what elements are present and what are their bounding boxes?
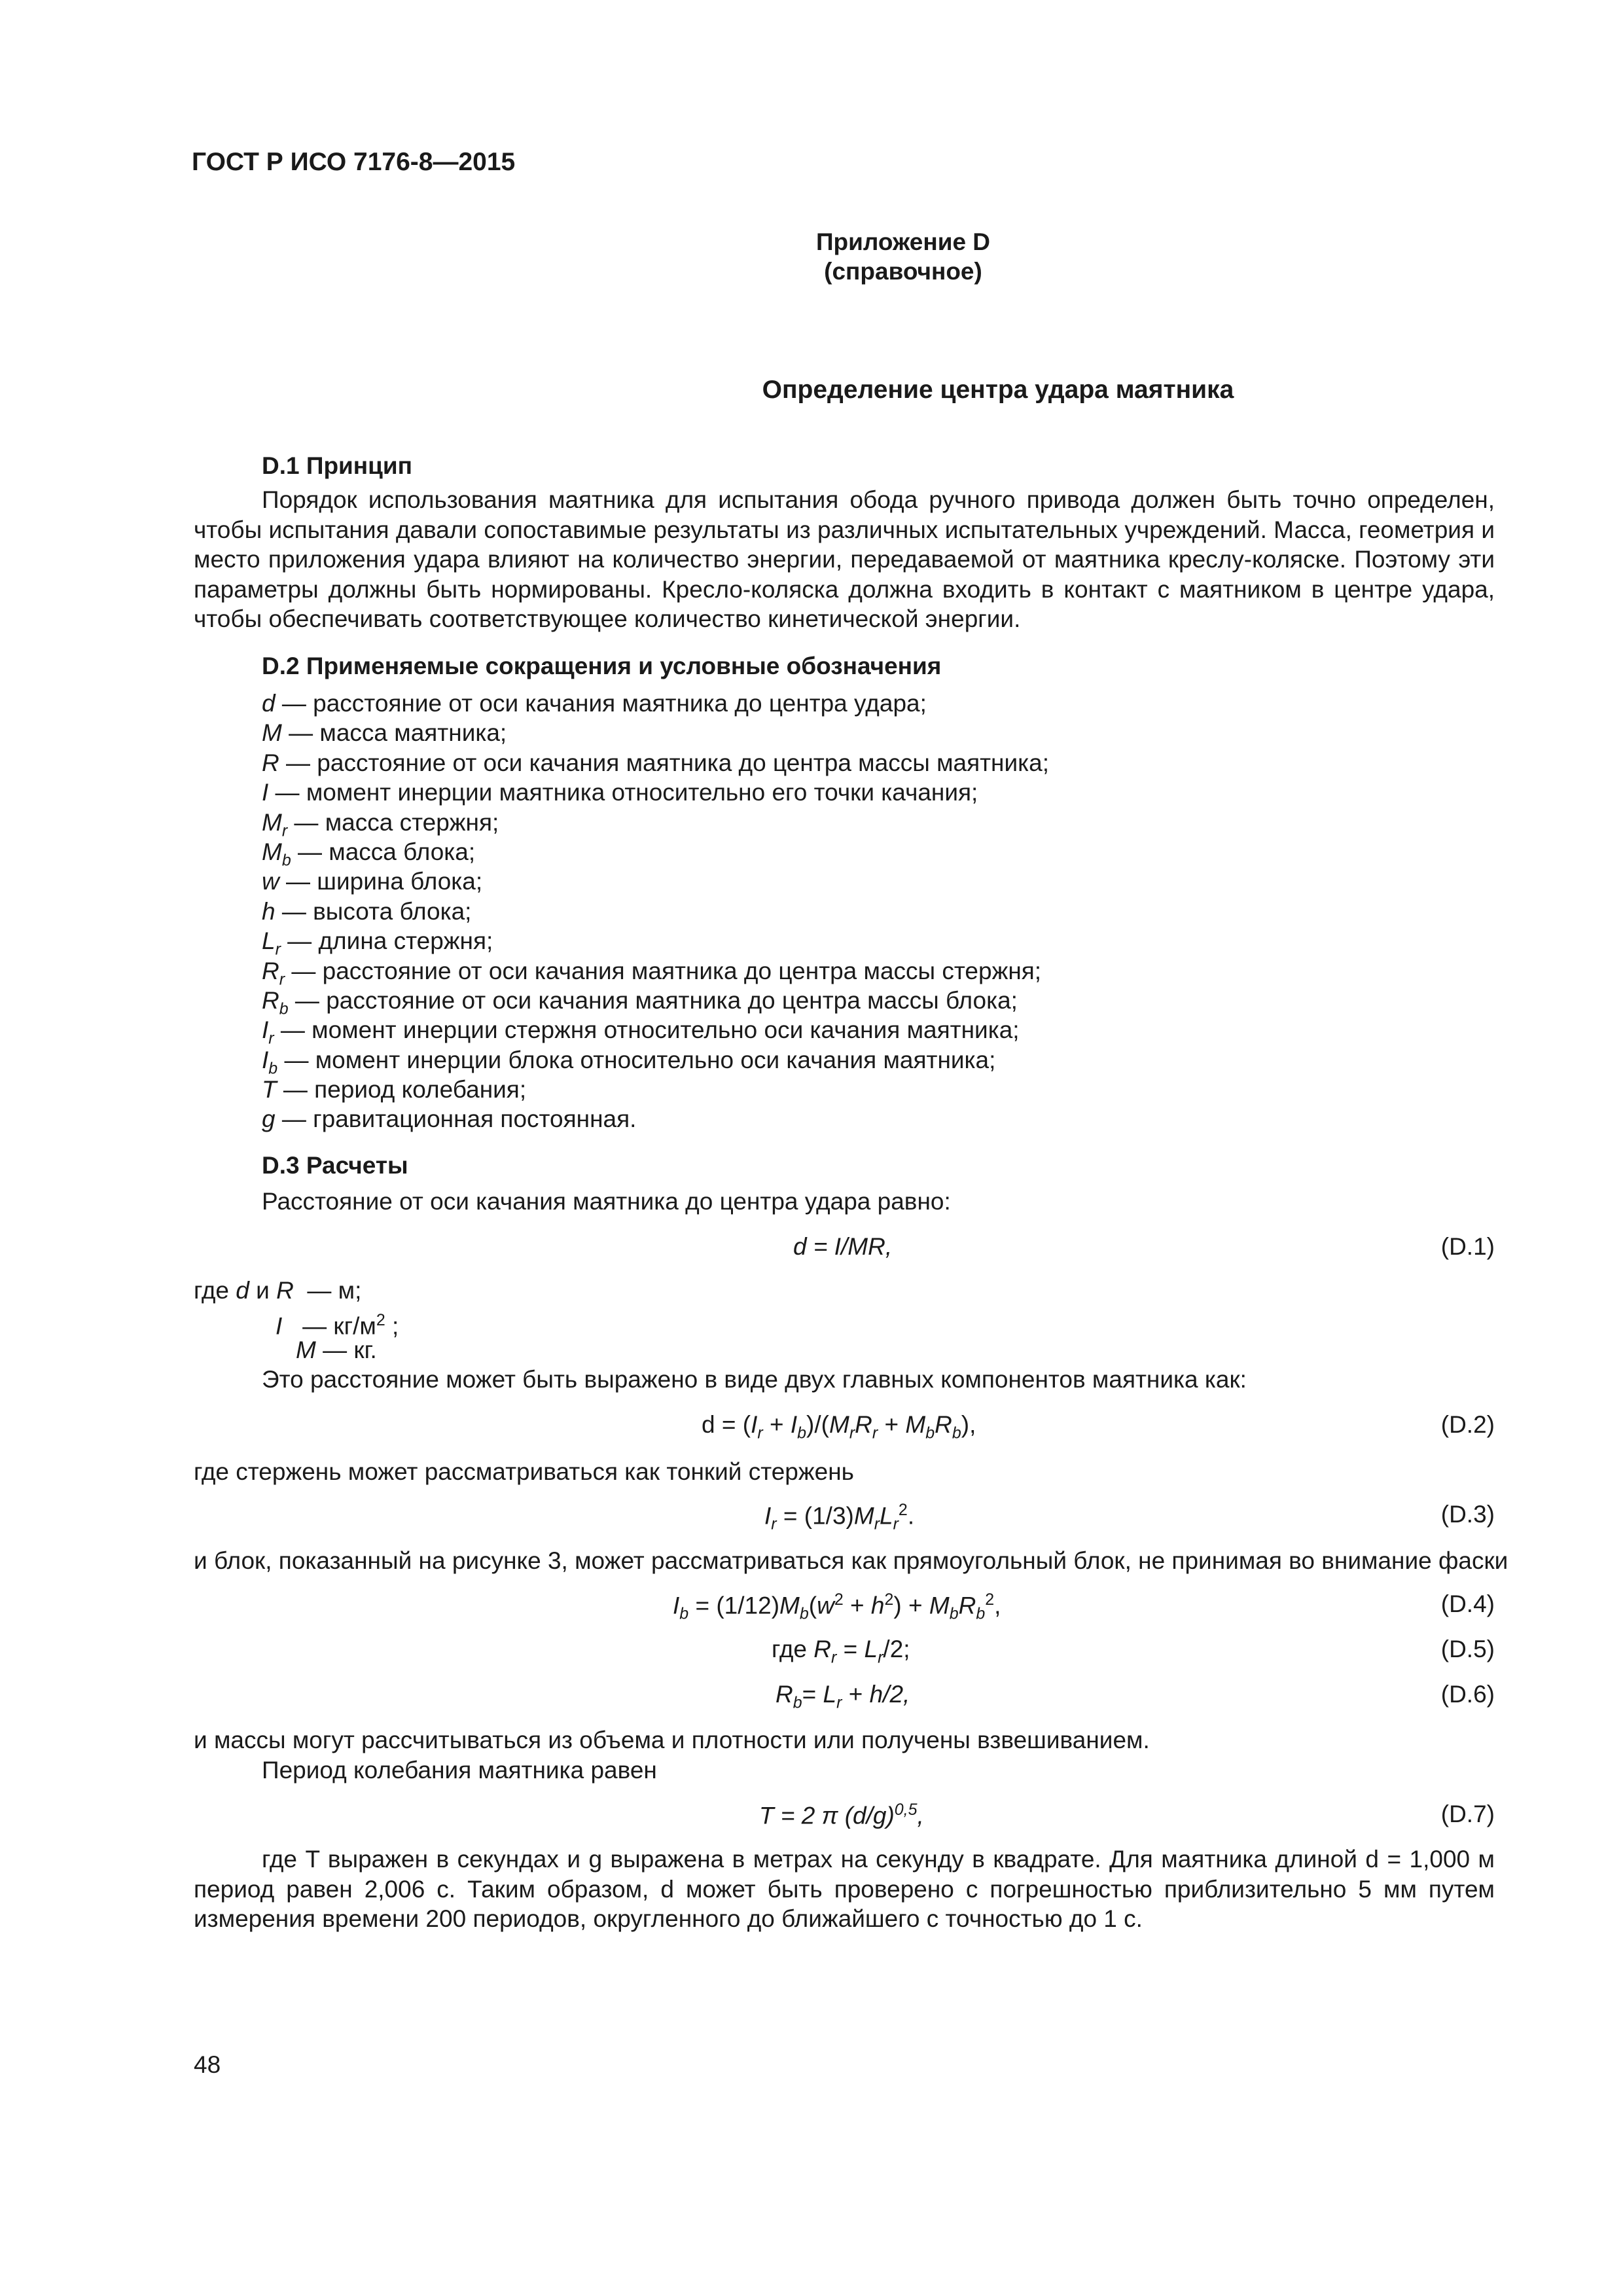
- equation-d6: $R_b= L_r + h/2$,: [776, 1681, 910, 1712]
- section-d1-heading: D.1 Принцип: [262, 452, 412, 479]
- section-d2-heading: D.2 Применяемые сокращения и условные обозначения: [262, 653, 942, 679]
- symbol-item: [262, 926, 1049, 959]
- unit-meters: — м;: [307, 1277, 362, 1304]
- equation-d7: [759, 1801, 924, 1829]
- symbol-I: I: [276, 1312, 283, 1340]
- symbol-letter: I: [262, 1046, 269, 1073]
- equation-d6-number: (D.6): [1440, 1681, 1495, 1708]
- units-line-3: [296, 1335, 377, 1365]
- symbol-description: — момент инерции маятника относительно его точки качания;: [268, 779, 978, 806]
- page-number: 48: [194, 2051, 221, 2078]
- masses-text: и массы могут рассчитываться из объема и плотности или получены взвешиванием.: [194, 1727, 1150, 1753]
- equation-d5-number: (D.5): [1440, 1636, 1495, 1662]
- symbol-item: [262, 897, 1049, 926]
- symbol-subscript: r: [279, 969, 285, 988]
- and-word: и: [256, 1277, 270, 1304]
- symbol-letter: g: [262, 1105, 276, 1133]
- final-paragraph: где T выражен в секундах и g выражена в метрах на секунду в квадрате. Для маятника длиной d = 1,000 м период равен 2,006 с. Таким образом, d может быть проверено с погрешностью приблизительно 5 мм путем измерения времени 200 периодов, округленного до ближайшего с точностью до 1 с.: [194, 1846, 1495, 1932]
- symbol-subscript: r: [268, 1029, 274, 1048]
- unit-kgm: — кг/м: [302, 1312, 376, 1340]
- equation-d5: где $R_r = L_r/2$;: [772, 1636, 910, 1667]
- section-d1-text: Порядок использования маятника для испытания обода ручного привода должен быть точно определен, чтобы испытания давали сопоставимые результаты из различных испытательных учреждений. Масса, геометрия и место приложения удара влияют на количество энергии, передаваемой от маятника креслу-коляске. Поэтому эти параметры должны быть нормированы. Кресло-коляска должна входить в контакт с маятником в центре удара, чтобы обеспечивать соответствующее количество кинетической энергии.: [194, 486, 1495, 632]
- annex-label: Приложение D: [815, 228, 991, 255]
- symbol-description: — длина стержня;: [280, 927, 493, 955]
- symbol-letter: R: [262, 957, 279, 984]
- symbol-description: — масса блока;: [291, 838, 476, 865]
- symbol-letter: I: [262, 779, 269, 806]
- symbol-letter: d: [262, 690, 276, 717]
- symbol-item: [262, 689, 1049, 718]
- symbol-letter: M: [262, 838, 282, 865]
- symbol-item: [262, 1075, 1049, 1104]
- equation-d7-number: (D.7): [1440, 1801, 1495, 1827]
- equation-d4-number: (D.4): [1440, 1590, 1495, 1617]
- units-line-1: [194, 1276, 361, 1306]
- symbol-letter: R: [262, 749, 279, 776]
- symbol-description: — расстояние от оси качания маятника до центра массы стержня;: [285, 957, 1042, 984]
- symbol-letter: R: [262, 986, 279, 1014]
- symbol-item: [262, 1015, 1049, 1048]
- equation-d7-end: ,: [917, 1802, 924, 1829]
- symbol-letter: L: [262, 927, 276, 955]
- calc-intro: Расстояние от оси качания маятника до центра удара равно:: [262, 1188, 951, 1215]
- symbol-description: — ширина блока;: [279, 868, 483, 895]
- symbol-letter: M: [262, 808, 282, 836]
- symbol-item: [262, 986, 1049, 1018]
- period-intro: Период колебания маятника равен: [262, 1757, 657, 1784]
- symbol-subscript: b: [268, 1059, 278, 1078]
- symbols-list: [262, 689, 1049, 1134]
- symbol-description: — масса маятника;: [281, 719, 507, 747]
- symbol-subscript: r: [275, 940, 281, 959]
- standard-number: ГОСТ Р ИСО 7176-8—2015: [192, 148, 516, 176]
- annex-type: (справочное): [824, 258, 982, 285]
- symbol-item: [262, 867, 1049, 896]
- equation-d1-number: (D.1): [1440, 1233, 1495, 1260]
- symbol-R: R: [276, 1277, 294, 1304]
- equation-d3: $I_r = (1/3)M_rL_r^2$.: [764, 1501, 915, 1534]
- symbol-description: — момент инерции блока относительно оси качания маятника;: [277, 1046, 996, 1073]
- equation-d4: $I_b = (1/12)M_b(w^2 + h^2) + M_bR_b^2$,: [673, 1590, 1001, 1623]
- block-text: и блок, показанный на рисунке 3, может рассматриваться как прямоугольный блок, не принимая во внимание фаски: [194, 1547, 1508, 1574]
- symbol-letter: T: [262, 1076, 277, 1103]
- equation-d5-where: где: [772, 1636, 808, 1662]
- symbol-item: [262, 837, 1049, 870]
- symbol-letter: M: [262, 719, 282, 747]
- symbol-description: — расстояние от оси качания маятника до центра массы блока;: [288, 986, 1018, 1014]
- unit-kg: — кг.: [315, 1336, 377, 1363]
- components-text: Это расстояние может быть выражено в виде двух главных компонентов маятника как:: [262, 1366, 1247, 1393]
- symbol-item: [262, 956, 1049, 986]
- symbol-d: d: [236, 1277, 249, 1304]
- unit-kgm-sup: 2: [376, 1311, 385, 1329]
- rod-text: где стержень может рассматриваться как тонкий стержень: [194, 1458, 854, 1485]
- annex-title: Определение центра удара маятника: [762, 376, 1234, 404]
- equation-d7-exponent: 0,5: [894, 1801, 918, 1819]
- symbol-item: [262, 778, 1049, 807]
- symbol-item: [262, 748, 1049, 778]
- equation-d1: d = I/MR,: [793, 1233, 893, 1260]
- symbol-subscript: b: [279, 999, 289, 1018]
- symbol-subscript: b: [281, 851, 291, 870]
- symbol-item: [262, 808, 1049, 840]
- symbol-description: — расстояние от оси качания маятника до центра массы маятника;: [279, 749, 1050, 776]
- equation-d7-body: T = 2 π (d/g): [759, 1802, 895, 1829]
- equation-d3-number: (D.3): [1440, 1501, 1495, 1528]
- section-d3-heading: D.3 Расчеты: [262, 1152, 408, 1179]
- equation-d2-number: (D.2): [1440, 1411, 1495, 1438]
- symbol-letter: w: [262, 868, 279, 895]
- unit-kgm-end: ;: [385, 1312, 399, 1340]
- symbol-description: — масса стержня;: [287, 808, 499, 836]
- symbol-subscript: r: [281, 821, 288, 840]
- symbol-description: — гравитационная постоянная.: [275, 1105, 637, 1133]
- symbol-description: — период колебания;: [276, 1076, 527, 1103]
- symbol-description: — высота блока;: [275, 897, 472, 925]
- symbol-letter: I: [262, 1016, 269, 1044]
- symbol-description: — расстояние от оси качания маятника до центра удара;: [275, 690, 927, 717]
- symbol-item: [262, 1045, 1049, 1078]
- symbol-M: M: [296, 1336, 316, 1363]
- equation-d2: $d = (I_r + I_b)/(M_rR_r + M_bR_b)$,: [702, 1411, 976, 1443]
- symbol-letter: h: [262, 897, 276, 925]
- where-label: где: [194, 1277, 230, 1304]
- symbol-description: — момент инерции стержня относительно оси качания маятника;: [274, 1016, 1020, 1044]
- symbol-item: [262, 718, 1049, 747]
- symbol-item: [262, 1104, 1049, 1134]
